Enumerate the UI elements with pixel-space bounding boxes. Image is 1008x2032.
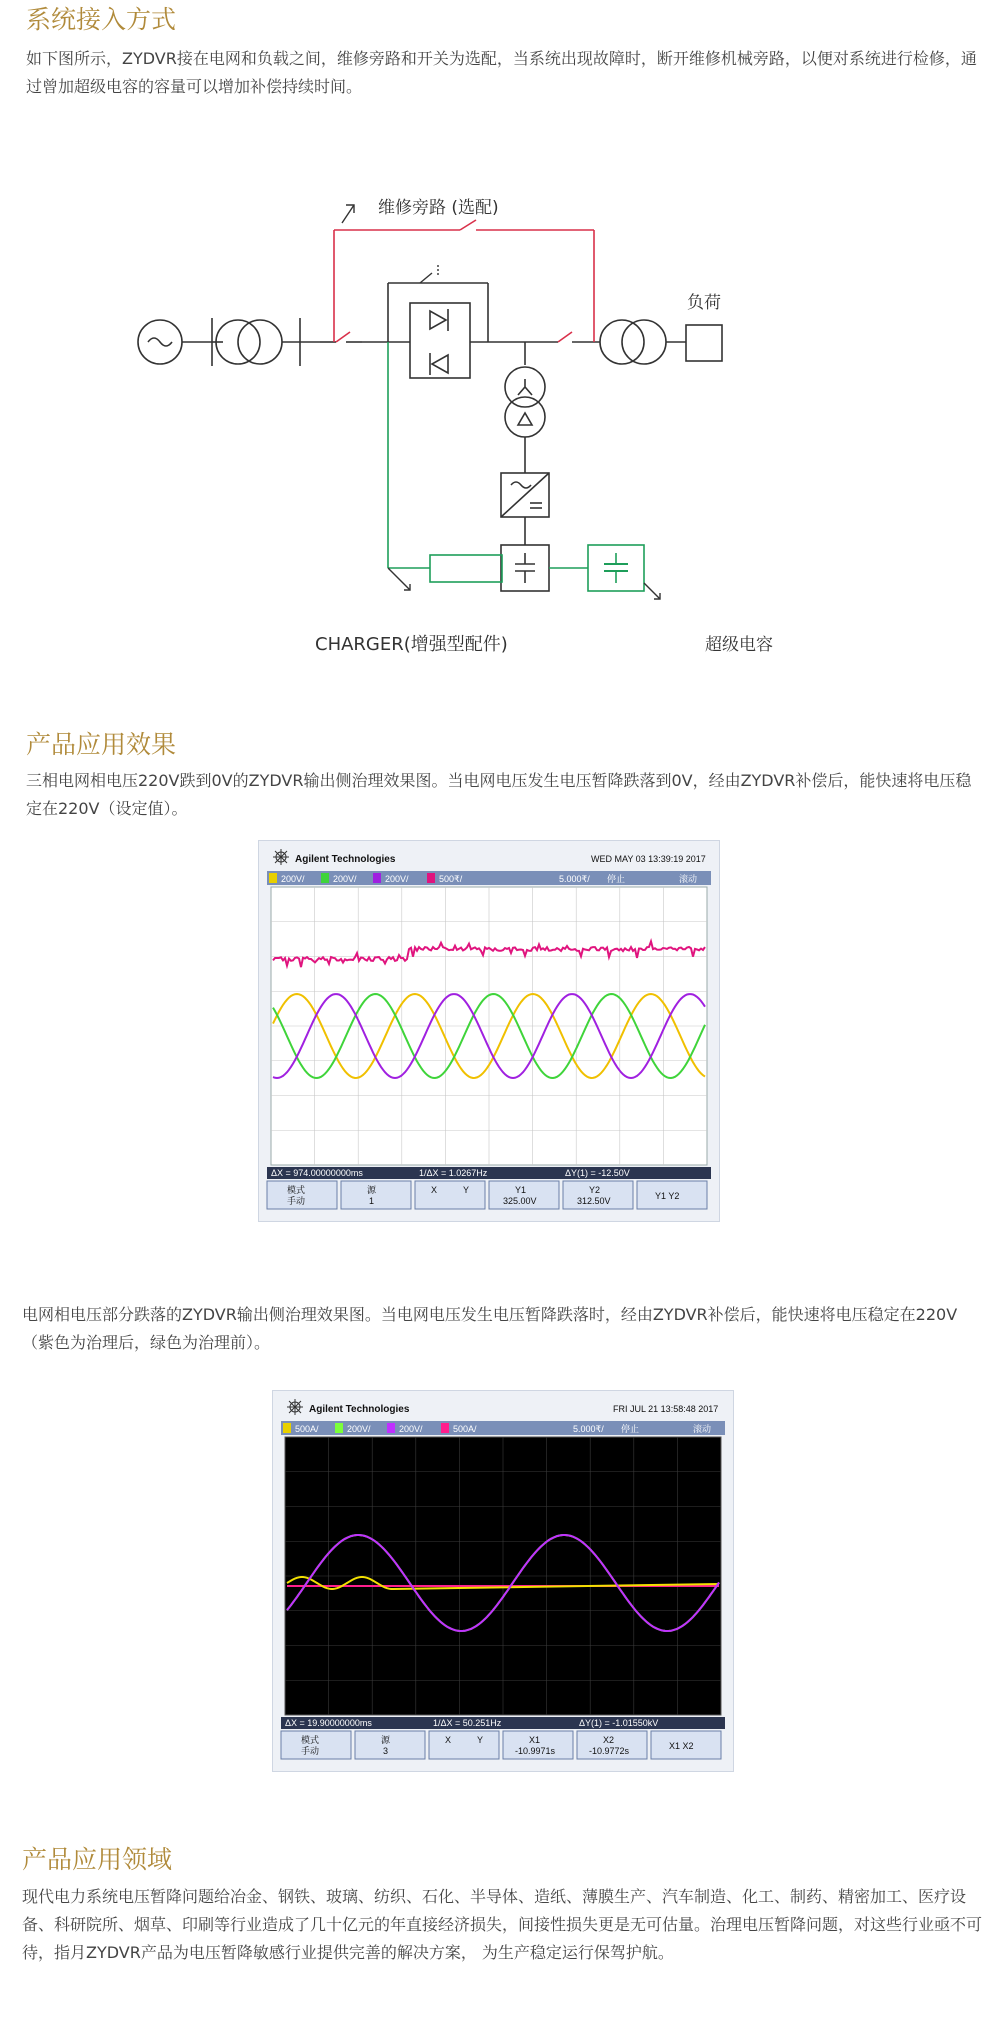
scope1-ch4: 500₹/ — [439, 874, 463, 884]
svg-text:X1: X1 — [529, 1735, 541, 1745]
oscilloscope-screenshot-2 — [272, 1390, 734, 1772]
section-title-access-method: 系统接入方式 — [26, 5, 177, 34]
scope1-datetime: WED MAY 03 13:39:19 2017 — [591, 854, 706, 864]
scope2-ch1: 500A/ — [295, 1424, 319, 1434]
scope1-timebase: 5.000₹/ — [559, 874, 590, 884]
charger-label: CHARGER(增强型配件) — [315, 634, 508, 655]
scope2-inv-dx: 1/ΔX = 50.251Hz — [433, 1718, 502, 1728]
scope2-mode: 滚动 — [693, 1424, 712, 1434]
scope2-timebase: 5.000₹/ — [573, 1424, 604, 1434]
oscilloscope-screenshot-1 — [258, 840, 720, 1222]
svg-text:X: X — [445, 1735, 452, 1745]
svg-text:X1 X2: X1 X2 — [669, 1741, 694, 1751]
section-text-effect: 三相电网相电压220V跌到0V的ZYDVR输出侧治理效果图。当电网电压发生电压暂降跌落到0V，经由ZYDVR补偿后，能快速将电压稳定在220V（设定值）。 — [26, 771, 972, 818]
svg-text:Y1 Y2: Y1 Y2 — [655, 1191, 680, 1201]
scope2-ch4: 500A/ — [453, 1424, 477, 1434]
svg-text:Y: Y — [477, 1735, 484, 1745]
scope2-dy: ΔY(1) = -1.01550kV — [579, 1718, 659, 1728]
scope2-btn-xy — [429, 1731, 499, 1759]
scope1-state: 停止 — [607, 874, 626, 884]
scope1-mode: 滚动 — [679, 874, 698, 884]
svg-text:3: 3 — [383, 1746, 389, 1756]
section-text-application-fields: 现代电力系统电压暂降问题给冶金、钢铁、玻璃、纺织、石化、半导体、造纸、薄膜生产、汽车制造、化工、制药、精密加工、医疗设备、科研院所、烟草、印刷等行业造成了几十亿元的年直接经济损失，间接性损失更是无可估量。治理电压暂降问题，对这些行业亟不可待，指月ZYDVR产品为电压暂降敏感行业提供完善的解决方案， 为生产稳定运行保驾护航。 — [22, 1887, 983, 1962]
section-text-access-method: 如下图所示，ZYDVR接在电网和负载之间，维修旁路和开关为选配，当系统出现故障时，断开维修机械旁路，以便对系统进行检修，通过曾加超级电容的容量可以增加补偿持续时间。 — [26, 49, 977, 96]
svg-text:X2: X2 — [603, 1735, 615, 1745]
svg-text:手动: 手动 — [301, 1746, 320, 1756]
svg-text:Y1: Y1 — [515, 1185, 527, 1195]
svg-text:X: X — [431, 1185, 438, 1195]
svg-text:模式: 模式 — [301, 1735, 320, 1745]
svg-text:325.00V: 325.00V — [503, 1196, 537, 1206]
svg-text:1: 1 — [369, 1196, 375, 1206]
scope1-brand: Agilent Technologies — [295, 854, 396, 865]
section-text-partial-sag: 电网相电压部分跌落的ZYDVR输出侧治理效果图。当电网电压发生电压暂降跌落时，经由ZYDVR补偿后，能快速将电压稳定在220V（紫色为治理后，绿色为治理前）。 — [22, 1305, 958, 1352]
svg-text:-10.9772s: -10.9772s — [589, 1746, 630, 1756]
load-label: 负荷 — [687, 293, 721, 313]
bypass-label: 维修旁路 (选配) — [378, 198, 499, 218]
svg-text:312.50V: 312.50V — [577, 1196, 611, 1206]
svg-text:Y2: Y2 — [589, 1185, 601, 1195]
svg-text:Y: Y — [463, 1185, 470, 1195]
scope1-inv-dx: 1/ΔX = 1.0267Hz — [419, 1168, 488, 1178]
scope2-datetime: FRI JUL 21 13:58:48 2017 — [613, 1404, 719, 1414]
scope2-dx: ΔX = 19.90000000ms — [285, 1718, 372, 1728]
svg-text:模式: 模式 — [287, 1185, 306, 1195]
scope2-state: 停止 — [621, 1424, 640, 1434]
scope1-ch1: 200V/ — [281, 874, 305, 884]
scope1-ch3: 200V/ — [385, 874, 409, 884]
scope1-ch2: 200V/ — [333, 874, 357, 884]
svg-text:-10.9971s: -10.9971s — [515, 1746, 556, 1756]
section-title-effect: 产品应用效果 — [26, 730, 177, 759]
scope2-brand: Agilent Technologies — [309, 1404, 410, 1415]
scope2-ch2: 200V/ — [347, 1424, 371, 1434]
svg-text:源: 源 — [367, 1185, 377, 1195]
supercap-label: 超级电容 — [705, 635, 773, 655]
scope2-ch3: 200V/ — [399, 1424, 423, 1434]
wiring-diagram — [120, 185, 880, 675]
svg-text:源: 源 — [381, 1735, 391, 1745]
scope1-dy: ΔY(1) = -12.50V — [565, 1168, 630, 1178]
scope1-dx: ΔX = 974.00000000ms — [271, 1168, 363, 1178]
section-title-application-fields: 产品应用领域 — [22, 1845, 173, 1874]
scope1-btn-xy — [415, 1181, 485, 1209]
svg-text:手动: 手动 — [287, 1196, 306, 1206]
